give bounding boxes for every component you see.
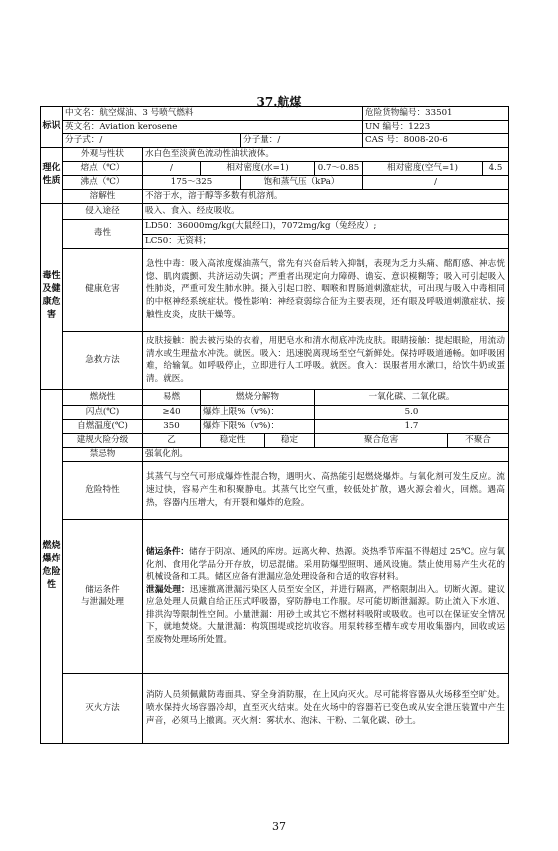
storage-leak-label: 储运条件 与泄漏处理 <box>63 519 143 673</box>
table-row <box>41 120 509 134</box>
cas-number: CAS 号：8008-20-6 <box>363 134 509 148</box>
storage-text: 储存于阴凉、通风的库房。远离火种、热源。炎热季节库温不得超过 25℃。应与氧化剂、食用化学品分开存放，切忌混储。采用防爆型照明、通风设施。禁止使用易产生火花的机械设备和工具。储区应备有泄漏应急处理设备和合适的收容材料。 <box>146 546 506 583</box>
upper-limit-label: 爆炸上限%（v%)： <box>201 405 315 419</box>
table-row <box>41 219 509 234</box>
appearance-value: 水白色至淡黄色流动性油状液体。 <box>143 147 509 161</box>
section-health: 毒性及健康危害 <box>41 203 63 389</box>
lower-limit-label: 爆炸下限%（v%)： <box>201 419 315 433</box>
vapor-pressure-value: / <box>363 175 509 189</box>
lc50-value: LC50：无资料； <box>143 234 509 248</box>
table-row <box>41 461 509 519</box>
fire-class-label: 建规火险分级 <box>63 433 143 447</box>
health-hazard-label: 健康危害 <box>63 248 143 331</box>
incompatible-label: 禁忌物 <box>63 447 143 461</box>
rel-density-air-value: 4.5 <box>483 161 509 175</box>
english-name: 英文名：Aviation kerosene <box>63 120 363 134</box>
table-row <box>41 673 509 743</box>
storage-heading: 储运条件： <box>146 546 190 557</box>
boiling-point-value: 175～325 <box>143 175 241 189</box>
rel-density-air-label: 相对密度(空气=1) <box>363 161 483 175</box>
autoignition-label: 自燃温度(℃) <box>63 419 143 433</box>
table-row <box>41 134 509 148</box>
table-row <box>41 203 509 219</box>
section-fire: 燃烧爆炸危险性 <box>41 389 63 743</box>
toxicity-label: 毒性 <box>63 219 143 248</box>
msds-table <box>40 106 509 744</box>
table-row <box>41 175 509 189</box>
molecular-weight: 分子量：/ <box>241 134 363 148</box>
table-row <box>41 161 509 175</box>
incompatible-value: 强氧化剂。 <box>143 447 509 461</box>
route-label: 侵入途径 <box>63 203 143 219</box>
table-row <box>41 447 509 461</box>
stability-value: 稳定 <box>265 433 315 447</box>
leak-heading: 泄漏处理： <box>146 584 190 595</box>
table-row <box>41 147 509 161</box>
molecular-formula: 分子式：/ <box>63 134 241 148</box>
hazard-property-label: 危险特性 <box>63 461 143 519</box>
section-identify: 标识 <box>41 107 63 148</box>
un-number: UN 编号：1223 <box>363 120 509 134</box>
rel-density-water-label: 相对密度(水=1) <box>201 161 315 175</box>
fire-class-value: 乙 <box>143 433 201 447</box>
first-aid-value: 皮肤接触：脱去被污染的衣着，用肥皂水和清水彻底冲洗皮肤。眼睛接触：提起眼睑，用流动清水或生理盐水冲洗。就医。吸入：迅速脱离现场至空气新鲜处。保持呼吸道通畅。如呼吸困难，给输氧。如呼吸停止，立即进行人工呼吸。就医。食入：误服者用水漱口，给饮牛奶或蛋清。就医。 <box>143 331 509 389</box>
ld50-value: LD50：36000mg/kg(大鼠经口)，7072mg/kg（兔经皮）; <box>143 219 509 234</box>
flash-point-value: ≥40 <box>143 405 201 419</box>
table-row <box>41 389 509 405</box>
table-row <box>41 405 509 419</box>
hazard-number: 危险货物编号：33501 <box>363 107 509 121</box>
rel-density-water-value: 0.7～0.85 <box>315 161 363 175</box>
polymerization-label: 聚合危害 <box>315 433 448 447</box>
route-value: 吸入、食入、经皮吸收。 <box>143 203 509 219</box>
melting-point-label: 熔点（℃） <box>63 161 143 175</box>
storage-leak-value <box>143 519 509 673</box>
autoignition-value: 350 <box>143 419 201 433</box>
boiling-point-label: 沸点（℃） <box>63 175 143 189</box>
table-row <box>41 419 509 433</box>
table-row <box>41 189 509 203</box>
solubility-value: 不溶于水，溶于醇等多数有机溶剂。 <box>143 189 509 203</box>
table-row <box>41 331 509 389</box>
page-number: 37 <box>272 820 286 833</box>
polymerization-value: 不聚合 <box>448 433 509 447</box>
melting-point-value: / <box>143 161 201 175</box>
flash-point-label: 闪点(℃) <box>63 405 143 419</box>
flammability-value: 易燃 <box>143 389 201 405</box>
chinese-name: 中文名：航空煤油、3 号喷气燃料 <box>63 107 363 121</box>
stability-label: 稳定性 <box>201 433 265 447</box>
hazard-property-value: 其蒸气与空气可形成爆炸性混合物，遇明火、高热能引起燃烧爆炸。与氧化剂可发生反应。流速过快，容易产生和积聚静电。其蒸气比空气重，较低处扩散，遇火源会着火，回燃。遇高热，容器内压增大，有开裂和爆炸的危险。 <box>143 461 509 519</box>
extinguish-value: 消防人员须佩戴防毒面具、穿全身消防服，在上风向灭火。尽可能将容器从火场移至空旷处。喷水保持火场容器冷却，直至灭火结束。处在火场中的容器若已变色或从安全泄压装置中产生声音，必须马上撤离。灭火剂：雾状水、泡沫、干粉、二氧化碳、砂土。 <box>143 673 509 743</box>
table-row <box>41 519 509 673</box>
lower-limit-value: 1.7 <box>315 419 509 433</box>
health-hazard-value: 急性中毒：吸入高浓度煤油蒸气，常先有兴奋后转入抑制，表现为乏力头痛、酩酊感、神志恍惚、肌肉震颤、共济运动失调；严重者出现定向力障碍、谵妄、意识模糊等；吸入可引起吸入性肺炎，严重可发生肺水肿。摄入引起口腔、咽喉和胃肠道刺激症状，可出现与吸入中毒相同的中枢神经系统症状。慢性影响：神经衰弱综合征为主要表现，还有眼及呼吸道刺激症状、接触性皮炎，皮肤干燥等。 <box>143 248 509 331</box>
section-physchem: 理化性质 <box>41 147 63 203</box>
decomposition-label: 燃烧分解物 <box>201 389 315 405</box>
table-row <box>41 433 509 447</box>
vapor-pressure-label: 饱和蒸气压（kPa） <box>241 175 363 189</box>
flammability-label: 燃烧性 <box>63 389 143 405</box>
upper-limit-value: 5.0 <box>315 405 509 419</box>
decomposition-value: 一氧化碳、二氧化碳。 <box>315 389 509 405</box>
table-row <box>41 107 509 121</box>
table-row <box>41 248 509 331</box>
first-aid-label: 急救方法 <box>63 331 143 389</box>
page-title: 37.航煤 <box>256 95 302 109</box>
leak-text: 迅速撤离泄漏污染区人员至安全区，并进行隔离，严格限制出入。切断火源。建议应急处理人员戴自给正压式呼吸器，穿防静电工作服。尽可能切断泄漏源。防止流入下水道、排洪沟等限制性空间。小量泄漏：用砂土或其它不燃材料吸附或吸收。也可以在保证安全情况下，就地焚烧。大量泄漏：构筑围堤或挖坑收容。用泵转移至槽车或专用收集器内，回收或运至废物处理场所处置。 <box>146 584 506 646</box>
solubility-label: 溶解性 <box>63 189 143 203</box>
extinguish-label: 灭火方法 <box>63 673 143 743</box>
appearance-label: 外观与性状 <box>63 147 143 161</box>
